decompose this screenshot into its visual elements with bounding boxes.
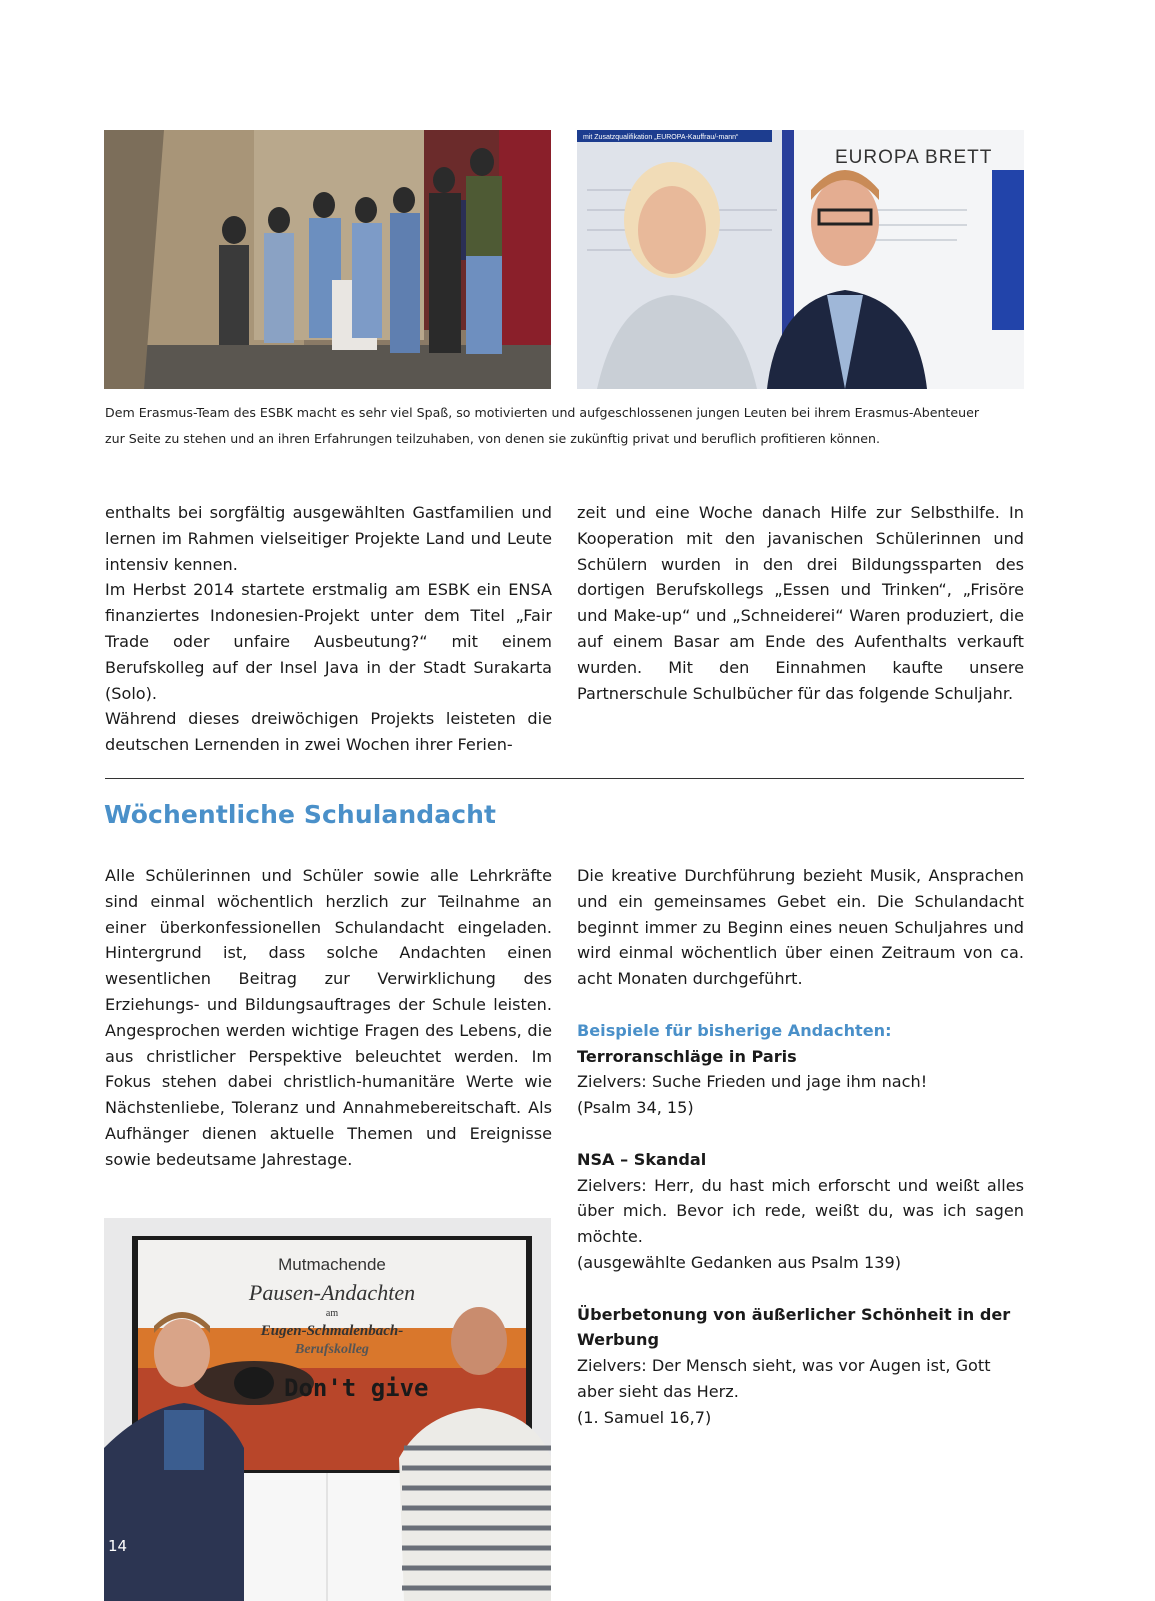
andacht-column-right xyxy=(577,863,1024,1431)
europa-brett-title: EUROPA BRETT xyxy=(835,147,993,168)
andacht-description: Die kreative Durchführung bezieht Musik, Ansprachen und ein gemeinsames Gebet ein. Die Schulandacht beginnt immer zu Beginn eines neuen Schuljahres und wird einmal wöchentlich über einen Zeitraum von ca. acht Monaten durchgeführt. xyxy=(577,866,1024,989)
example-verse: Zielvers: Suche Frieden und jage ihm nach! xyxy=(577,1072,928,1092)
example-verse: Zielvers: Herr, du hast mich erforscht und weißt alles über mich. Bevor ich rede, weißt du, was ich sagen möchte. xyxy=(577,1175,1024,1247)
photo-erasmus-team xyxy=(577,130,1024,389)
example-verse: Zielvers: Der Mensch sieht, was vor Augen ist, Gott aber sieht das Herz. xyxy=(577,1356,991,1401)
screen-line-5: Berufskolleg xyxy=(295,1342,369,1357)
section-heading: Wöchentliche Schulandacht xyxy=(104,800,497,829)
article-paragraph: zeit und eine Woche danach Hilfe zur Selbsthilfe. In Kooperation mit den javanischen Schülerinnen und Schülern wurden in den drei Bildungssparten des dortigen Berufskollegs „Essen und Trinken“, „Frisöre und Make-up“ und „Schneiderei“ Waren produziert, die auf einem Basar am Ende des Aufenthalts verkauft wurden. Mit den Einnahmen kaufte unsere Partnerschule Schulbücher für das folgende Schuljahr. xyxy=(577,503,1024,703)
page-number: 14 xyxy=(108,1537,128,1555)
andacht-intro: Alle Schülerinnen und Schüler sowie alle Lehrkräfte sind einmal wöchentlich herzlich zur Teilnahme an einer überkonfessionellen Schulandacht eingeladen. Hintergrund ist, dass solche Andachten einen wesentlichen Beitrag zur Verwirklichung des Erziehungs- und Bildungsauftrages der Schule leisten. Angesprochen werden wichtige Fragen des Lebens, die aus christlicher Perspektive beleuchtet werden. Im Fokus stehen dabei christlich-humanitäre Werte wie Nächstenliebe, Toleranz und Annahmebereitschaft. Als Aufhänger dienen aktuelle Themen und Ereignisse sowie bedeutsame Jahrestage. xyxy=(105,866,552,1169)
example-source: (Psalm 34, 15) xyxy=(577,1098,694,1118)
example-title: Überbetonung von äußerlicher Schönheit in der Werbung xyxy=(577,1304,1011,1350)
article-paragraph: Im Herbst 2014 startete erstmalig am ESBK ein ENSA finanziertes Indonesien-Projekt unter dem Titel „Fair Trade oder unfaire Ausbeutung?“ mit einem Berufskolleg auf der Insel Java in der Stadt Surakarta (Solo). xyxy=(105,580,552,703)
screen-line-2: Pausen-Andachten xyxy=(248,1280,416,1305)
example-source: (ausgewählte Gedanken aus Psalm 139) xyxy=(577,1252,901,1272)
banner-text: mit Zusatzqualifikation „EUROPA-Kauffrau/-mann“ xyxy=(583,134,739,141)
photo-erasmus-students xyxy=(104,130,551,389)
caption-line-1: Dem Erasmus-Team des ESBK macht es sehr viel Spaß, so motivierten und aufgeschlossenen jungen Leuten bei ihrem Erasmus-Abenteuer xyxy=(105,405,980,420)
screen-line-4: Eugen-Schmalenbach- xyxy=(260,1323,404,1339)
andacht-column-left xyxy=(105,863,552,1173)
caption-line-2: zur Seite zu stehen und an ihren Erfahrungen teilzuhaben, von denen sie zukünftig privat und beruflich profitieren können. xyxy=(105,431,880,446)
screen-line-6: Don't give xyxy=(284,1374,429,1402)
example-title: NSA – Skandal xyxy=(577,1149,707,1169)
screen-line-1: Mutmachende xyxy=(278,1255,386,1274)
screen-line-3: am xyxy=(325,1308,339,1319)
example-source: (1. Samuel 16,7) xyxy=(577,1407,712,1427)
photo-caption xyxy=(105,400,1030,452)
article-paragraph: enthalts bei sorgfältig ausgewählten Gastfamilien und lernen im Rahmen vielseitiger Projekte Land und Leute intensiv kennen. xyxy=(105,503,552,574)
article-paragraph: Während dieses dreiwöchigen Projekts leisteten die deutschen Lernenden in zwei Wochen ihrer Ferien- xyxy=(105,709,552,755)
examples-title: Beispiele für bisherige Andachten: xyxy=(577,1020,892,1040)
article-column-left xyxy=(105,500,552,758)
example-title: Terroranschläge in Paris xyxy=(577,1046,797,1066)
photo-schulandacht xyxy=(104,1218,551,1601)
section-divider xyxy=(105,778,1024,779)
article-column-right xyxy=(577,500,1024,706)
